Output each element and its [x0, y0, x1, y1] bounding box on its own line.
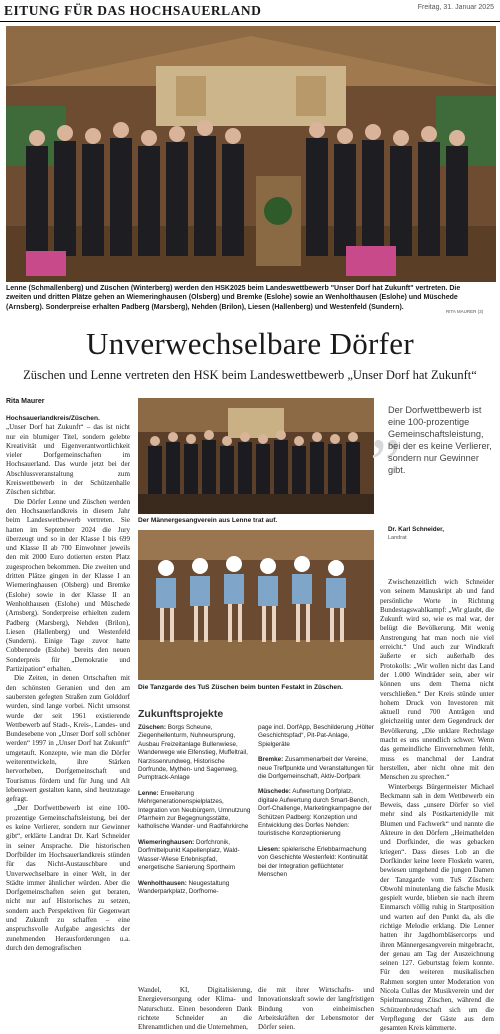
dance-group-photo	[138, 530, 374, 680]
dateline: Hochsauerlandkreis/Züschen.	[6, 415, 100, 422]
quote-mark-icon: „	[370, 386, 402, 463]
projects-list-right	[258, 724, 374, 974]
paragraph: Zwischenzeitlich wich Schneider von seinem Manuskript ab und fand persönliche Worte in Richtung Bundestagswahlkampf: „Wir glaubt, die Zukunft wird so, wie es mal war, der belügt die Bevölkerung. Mit wenig Anstrengung hat man noch nie viel erreicht.“ Und auch zur Windkraft äußerte er sich außerhalb des Protokolls: „Wir wollen nicht das Land der 1.000 Windräder sein, aber wir können uns dem Thema nicht verschließen.“ Der Kreis stünde unter hohem Druck von Investoren mit aktuell rund 700 Anträgen und gleichzeitig unter dem Gegendruck der Bevölkerung. „Die unklare Rechtslage macht es uns unendlich schwer. Wenn das gemeindliche Einvernehmen fehlt, muss es manchmal der Landrat herstellen, aber nicht ohne mit den Menschen zu sprechen.“	[380, 578, 494, 782]
article-foot-right: die mit ihrer Wirtschafts- und Innovationskraft sowie der langfristigen Bindung von einheimischen Arbeitskräften der Lebensmotor der Dörfer seien.	[258, 986, 374, 1032]
issue-date: Freitag, 31. Januar 2025	[417, 4, 494, 11]
project-item: Bremke: Zusammenarbeit der Vereine, neue Treffpunkte und Veranstaltungen für die Dorfgemeinschaft, Aktiv-Dorfpark	[258, 756, 374, 781]
top-photo-award-ceremony	[6, 26, 496, 282]
project-item: Wenholthausen: Neugestaltung Wanderparkplatz, Dorfhome-	[138, 879, 230, 895]
article-column-4	[380, 578, 494, 1033]
top-photo-caption: Lenne (Schmallenberg) und Züschen (Winterberg) werden den HSK2025 beim Landeswettbewerb "Unser Dorf hat Zukunft" vertreten. Die zweiten und dritten Plätze gehen an Wiemeringhausen (Olsberg) und Bremke (Eslohe) sowie an Wenholthausen (Eslohe) und Müschede (Arnsberg). Sonderpreise erhalten Padberg (Marsberg), Nehden (Brilon), Liesen (Hallenberg) und Westenfeld (Sundern).	[6, 285, 461, 311]
photo-credit: RITA MAURER (3)	[446, 309, 484, 314]
newspaper-name: EITUNG FÜR DAS HOCHSAUERLAND	[4, 3, 262, 18]
choir-photo-caption: Der Männergesangverein aus Lenne trat auf.	[138, 517, 278, 524]
project-item: Lenne: Erweiterung Mehrgenerationenspielplatzes, Integration von Neubürgern, Umnutzung Pfarrheim zur Begegnungsstätte, katholische Wander- und Radfahrkirche	[138, 789, 251, 831]
paragraph: Die Dörfer Lenne und Züschen werden den Hochsauerlandkreis in diesem Jahr beim Landeswettbewerb vertreten. Sie hatten im September 2024 die Jury überzeugt und so in der Klasse I bis 699 und Klasse II ab 700 Einwohner jeweils den mit 2000 Euro dotierten ersten Platz zugesprochen bekommen. Die zweiten und dritten Plätze gingen in der Klasse I an Wiemeringhausen (Olsberg) und Bremke (Eslohe) sowie in der Klasse II an Wenholthausen (Eslohe) und Müschede (Arnsberg). Sonderpreise erhielten zudem Padberg (Marsberg), Nehden (Brilon), Liesen (Hallenberg) und Westenfeld (Sundern). Einige Tage zuvor hatte Cobbenrode (Eslohe) bereits den neuen Sonderpreis für „Demokratie und Partizipation“ erhalten.	[6, 497, 130, 674]
project-item: Müschede: Aufwertung Dorfplatz, digitale Aufwertung durch Smart-Bench, Dorf-Challenge, Marketingkampagne der Schützen Padberg: Konzeption und Entwicklung des Dorfes Nehden: touristische Konzeptionierung	[258, 788, 372, 838]
section-title: Zukunftsprojekte	[138, 708, 224, 720]
choir-photo	[138, 398, 374, 514]
paragraph: „Der Dorfwettbewerb ist eine 100-prozentige Gemeinschaftsleistung, bei der es keine Verlierer, sondern nur Gewinner gibt“, erklärte Landrat Dr. Karl Schneider in seiner Ansprache. Die historischen Dorfbilder im Hochsauerlandkreis stünden für das Nicht-Austauschbare und Unverwechselbare in einer Welt, in der Städte immer ähnlicher würden. Aber die Dorfgemeinschaften seien gut beraten, nicht nur auf Historisches zu setzen, sondern auch Perspektiven für Gegenwart und Zukunft zu schaffen – eine anspruchsvolle Aufgabe angesichts der zunehmenden Herausforderungen u.a. durch den demografischen	[6, 804, 130, 952]
article-author: Rita Maurer	[6, 398, 45, 405]
paragraph: Winterbergs Bürgermeister Michael Beckmann sah in dem Wettbewerb ein Beweis, dass „unsere Dörfer so viel mehr sind als Postkartenidylle mit Blumen und Fachwerk“ und nannte die Akteure in den Dörfern „Heimathelden und Dorfkinder, die was gebacken kriegen“. Dass dieses Lob an die Dorfkinder keine leere Floskeln waren, bewiesen umgehend die jungen Damen der Tanzgarde vom TuS Züschen: Obwohl minutenlang die falsche Musik gespielt wurde, blieben sie nach ihrem Einmarsch völlig ruhig in Startposition und warten auf den Punkt da, als die richtige Melodie erklang. Die Lenner hatten ihr Jagdhornbläsercorps und ihren Männergesangverein mitgebracht, der genau am Tag der Auszeichnung seinen 127. Geburtstag feiern konnte. Für den weiteren musikalischen Rahmen sorgten unter Moderation von Nicola Cullas der Musikverein und der Spielmannszug Züschen, während die Schützenbruderschaft sich um die Verpflegung der Gäste aus dem gesamten Kreis kümmerte.	[380, 782, 494, 1033]
quote-author-role: Landrat	[388, 535, 407, 541]
article-column-1	[6, 414, 130, 1018]
dance-photo-caption: Die Tanzgarde des TuS Züschen beim bunten Festakt in Züschen.	[138, 684, 343, 691]
project-item: Wiemeringhausen: Dorfchronik, Dorfmittelpunkt Kapellenplatz, Wald-Wasser-Wiese Erlebnispfad, energetische Sanierung Sportheim	[138, 838, 240, 872]
pull-quote	[370, 386, 492, 578]
projects-list-left	[138, 724, 252, 974]
article-foot-left: Wandel, KI, Digitalisierung, Energieversorgung oder Klima- und Naturschutz. Einen besonderen Dank richtete Schneider an die Ehrenamtlichen und die Unternehmen,	[138, 986, 252, 1032]
article-headline: Unverwechselbare Dörfer	[86, 326, 414, 361]
paragraph: „Unser Dorf hat Zukunft“ – das ist nicht nur ein blumiger Titel, sondern gelebte Kreativität und Eigenverantwortlichkeit vieler Dorfgemeinschaften im Hochsauerland. Das wurde jetzt bei der Abschlussveranstaltung zum Kreiswettbewerb in der Schützenhalle Züschen sichtbar.	[6, 423, 130, 497]
paragraph: Die Zeiten, in denen Ortschaften mit den schönsten Geranien und den am saubersten gefegten Straßen zum Golddorf wurden, sind lange vorbei. Nicht umsonst wurde der seit 1961 existierende Wettbewerb auf Stadt-, Kreis-, Landes- und Bundesebene von „Unser Dorf soll schöner werden“ 1997 in „Unser Dorf hat Zukunft“ umgetauft. Konzepte, wie man die Dörfer weiterentwickeln, ihre Stärken hervorheben, Dorfgemeinschaft und Tourismus fördern und für Jung und Alt lebenswert gestalten kann, sind heutzutage gefragt.	[6, 674, 130, 804]
project-item: Züschen: Borgs Scheune, Ziegenhellenturm, Nuhneursprung, Ausbau Freizeitanlage Bullenwiese, Wanderwege wie Elfenstieg, Muffeltrail, Narzissenrundweg, Historische Dorfrunde, Mythen- und Sagenweg, Pumptrack-Anlage	[138, 724, 248, 782]
quote-text: Der Dorfwettbewerb ist eine 100-prozentige Gemeinschaftsleistung, bei der es keine Verlierer, sondern nur Gewinner gibt.	[388, 405, 492, 475]
masthead	[0, 0, 500, 22]
project-item: Liesen: spielerische Erlebbarmachung von Geschichte Westenfeld: Kontinuität bei der Integration geflüchteter Menschen	[258, 845, 368, 879]
article-subheadline: Züschen und Lenne vertreten den HSK beim Landeswettbewerb „Unser Dorf hat Zukunft“	[23, 368, 477, 382]
quote-author: Dr. Karl Schneider,	[388, 526, 444, 533]
project-item: page incl. DorfApp, Beschilderung „Hölter Geschichtspfad“, Pit-Pat-Anlage, Spielgeräte	[258, 724, 374, 748]
